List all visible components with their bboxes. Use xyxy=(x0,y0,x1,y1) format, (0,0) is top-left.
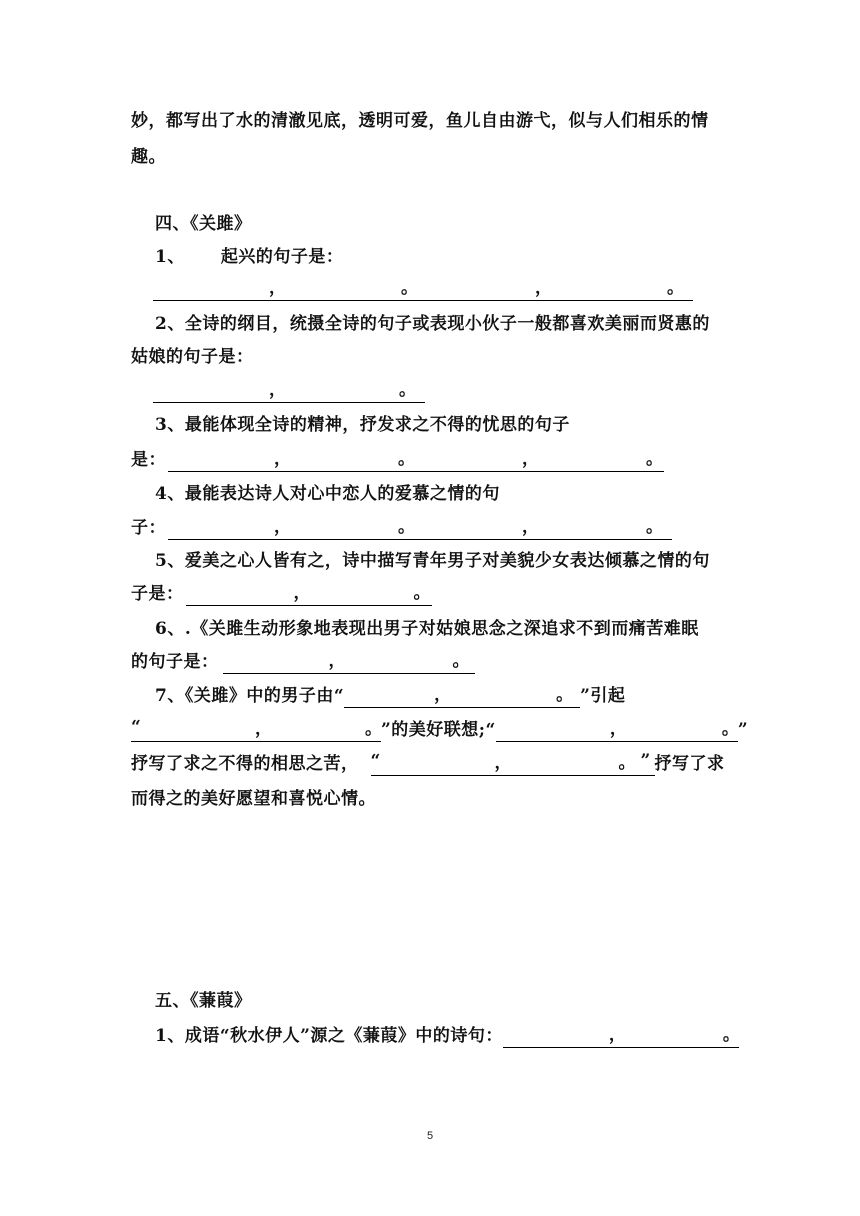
question-text: 子： xyxy=(131,518,166,538)
question-text: 2、全诗的纲目，统摄全诗的句子或表现小伙子一般都喜欢美丽而贤惠的 xyxy=(155,314,710,334)
question-number: 1、 xyxy=(155,247,185,267)
blank-punct: 。 xyxy=(399,380,417,400)
question-2 xyxy=(155,312,860,336)
question-text: 6、.《关雎生动形象地表现出男子对姑娘思念之深追求不到而痛苦难眠 xyxy=(155,619,699,639)
intro-text: 趣。 xyxy=(131,147,166,167)
answer-blank[interactable] xyxy=(344,687,580,708)
question-5 xyxy=(155,549,860,573)
blank-punct: ， xyxy=(293,583,311,603)
question-3 xyxy=(155,413,860,437)
blank-punct: 。 xyxy=(452,651,470,671)
blank-punct: 。 xyxy=(413,583,431,603)
answer-blank[interactable] xyxy=(223,653,475,674)
question-7 xyxy=(155,684,860,708)
section-heading xyxy=(155,212,860,236)
blank-punct: “ xyxy=(131,717,142,737)
question-text: 起兴的句子是： xyxy=(220,247,344,267)
question-text: 5、爱美之心人皆有之，诗中描写青年男子对美貌少女表达倾慕之情的句 xyxy=(155,551,710,571)
blank-punct: 。 xyxy=(667,278,685,298)
intro-text: 妙，都写出了水的清澈见底，透明可爱，鱼儿自由游弋，似与人们相乐的情 xyxy=(131,111,709,131)
blank-punct: 。 xyxy=(398,449,416,469)
blank-punct: 。 xyxy=(365,719,383,739)
answer-blank[interactable] xyxy=(131,717,383,742)
blank-punct: 。 xyxy=(556,685,574,705)
answer-blank[interactable] xyxy=(496,721,738,742)
question-text: 抒写了求之不得的相思之苦， xyxy=(131,754,359,774)
question-5-1 xyxy=(155,1024,860,1048)
question-7-cont xyxy=(131,718,860,742)
question-6-cont xyxy=(131,650,860,674)
question-5-cont xyxy=(131,582,860,606)
answer-blank[interactable] xyxy=(168,451,664,472)
answer-line xyxy=(153,277,860,301)
question-1 xyxy=(155,245,860,269)
paragraph-line xyxy=(131,145,860,169)
blank-punct: ， xyxy=(269,278,287,298)
blank-punct: 。 xyxy=(646,449,664,469)
question-text: 抒写了求 xyxy=(654,754,725,774)
blank-punct: ， xyxy=(535,278,553,298)
blank-punct: ， xyxy=(609,719,628,739)
blank-punct: ， xyxy=(255,719,273,739)
blank-punct: ， xyxy=(434,685,452,705)
blank-punct: ， xyxy=(522,449,540,469)
question-text: 4、最能表达诗人对心中恋人的爱慕之情的句 xyxy=(155,484,500,504)
answer-line xyxy=(153,379,860,403)
answer-blank[interactable] xyxy=(153,280,693,301)
question-text: 姑娘的句子是： xyxy=(131,347,254,367)
section-heading-text: 五、《蒹葭》 xyxy=(155,991,252,1011)
answer-blank[interactable] xyxy=(186,585,432,606)
section-heading-text: 四、《关雎》 xyxy=(155,214,252,234)
question-text: 3、最能体现全诗的精神，抒发求之不得的忧思的句子 xyxy=(155,415,570,435)
paragraph-line xyxy=(131,109,860,133)
question-4 xyxy=(155,482,860,506)
section-heading xyxy=(155,989,860,1013)
blank-punct: ， xyxy=(274,449,292,469)
question-2-cont xyxy=(131,345,860,369)
answer-blank[interactable] xyxy=(370,751,655,776)
question-7-cont xyxy=(131,787,860,811)
question-text: 而得之的美好愿望和喜悦心情。 xyxy=(131,789,376,809)
blank-punct: 。 xyxy=(618,753,636,773)
question-text: 是： xyxy=(131,450,166,470)
blank-punct: ， xyxy=(608,1025,627,1045)
question-text: ” xyxy=(737,720,749,740)
question-text: 7、《关雎》中的男子由“ xyxy=(155,686,345,706)
question-text: 子是： xyxy=(131,584,184,604)
question-3-cont xyxy=(131,448,860,472)
blank-punct: 。 xyxy=(401,278,419,298)
blank-punct: ” xyxy=(640,751,651,771)
blank-punct: ， xyxy=(494,753,512,773)
blank-punct: ， xyxy=(328,651,346,671)
blank-punct: 。 xyxy=(721,719,740,739)
blank-punct: “ xyxy=(370,751,381,771)
question-text: ”的美好联想;“ xyxy=(381,720,496,740)
blank-punct: ， xyxy=(522,517,540,537)
question-text: ”引起 xyxy=(580,686,626,706)
question-text: 1、成语“秋水伊人”源之《蒹葭》中的诗句： xyxy=(155,1026,503,1046)
answer-blank[interactable] xyxy=(168,519,672,540)
question-6 xyxy=(155,617,860,641)
answer-blank[interactable] xyxy=(153,382,425,403)
page-number: 5 xyxy=(426,1130,434,1142)
blank-punct: ， xyxy=(274,517,292,537)
blank-punct: ， xyxy=(269,380,287,400)
blank-punct: 。 xyxy=(398,517,416,537)
blank-punct: 。 xyxy=(646,517,664,537)
question-4-cont xyxy=(131,516,860,540)
blank-punct: 。 xyxy=(722,1025,741,1045)
answer-blank[interactable] xyxy=(503,1027,739,1048)
question-7-cont xyxy=(131,752,860,776)
question-text: 的句子是： xyxy=(131,652,219,672)
